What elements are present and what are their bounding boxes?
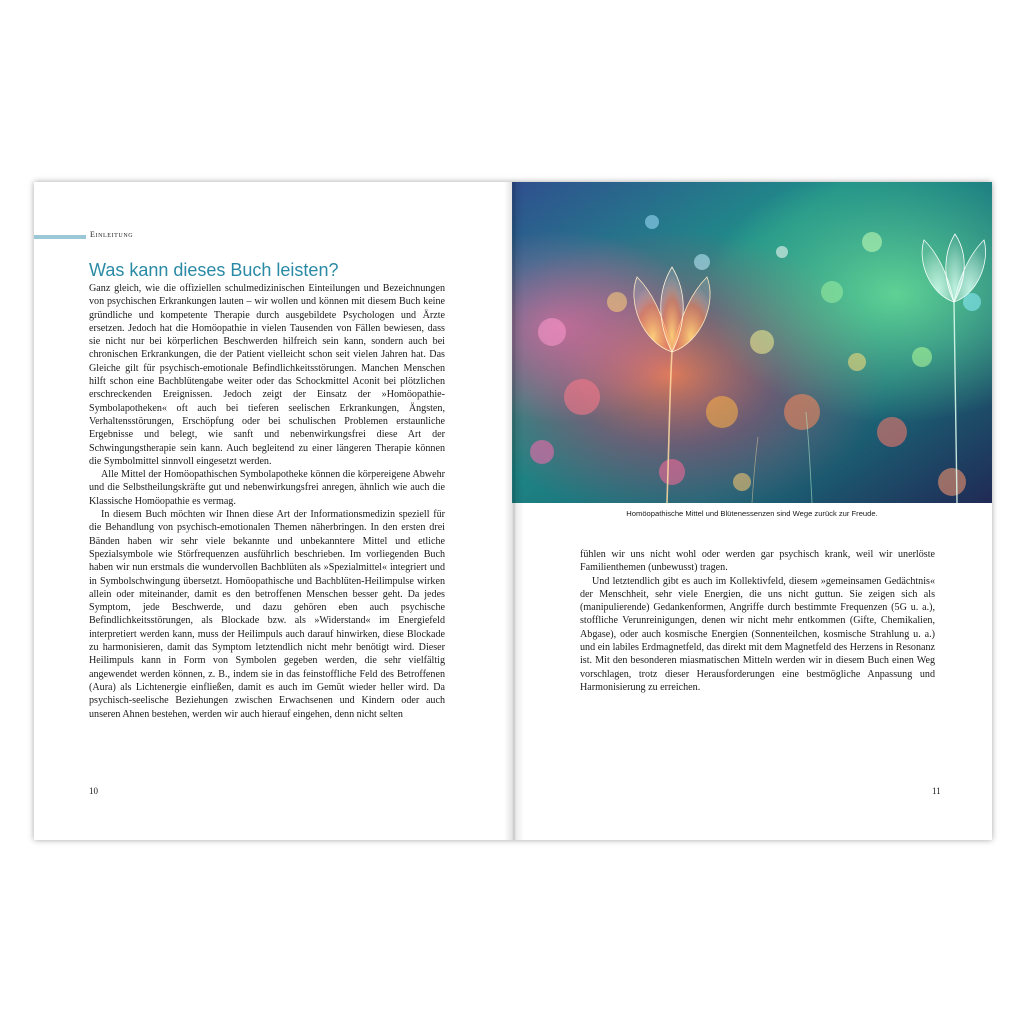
paragraph: Und letztendlich gibt es auch im Kollektivfeld, diesem »gemeinsamen Gedächtnis« der Menschheit, sehr viele Energien, die uns nicht guttun. Sie zeigen sich als (manipulierende) Gedankenformen, Angriffe durch bestimmte Frequenzen (5G u. a.), stoffliche Verunreinigungen, denen wir nicht mehr entkommen (Gifte, Chemikalien, Abgase), oder auch kosmische Energien (Sonnenteilchen, kosmische Strahlung u. a.) und ein labiles Erdmagnetfeld, das direkt mit dem Magnetfeld des Herzens in Resonanz ist. Mit den besonderen miasmatischen Mitteln werden wir in diesem Buch einen Weg vorschlagen, trotz dieser Herausforderungen eine bestmögliche Anpassung und Harmonisierung zu erreichen. [580,575,935,693]
book-spread [34,182,992,840]
image-caption: Homöopathische Mittel und Blütenessenzen sind Wege zurück zur Freude. [626,509,878,518]
right-body-text [580,548,935,694]
page-number-left: 10 [89,786,98,796]
paragraph: Alle Mittel der Homöopathischen Symbolapotheke können die körpereigene Abwehr und die Selbstheilungskräfte gut und nebenwirkungsfrei anregen, ähnlich wie auch die Klassische Homöopathie es vermag. [89,469,445,507]
flower-bokeh-image [512,182,992,503]
page-heading: Was kann dieses Buch leisten? [89,260,339,280]
left-body-text [89,282,445,721]
paragraph: In diesem Buch möchten wir Ihnen diese Art der Informationsmedizin speziell für die Behandlung von psychisch-emotionalen Themen näherbringen. In den ersten drei Bänden haben wir sehr viele bekannte und unbekanntere Mittel und etliche Spezialsymbole wie Störfrequenzen ausführlich beschrieben. Im vorliegenden Buch haben wir nun erstmals die wundervollen Bachblüten als »Spezialmittel« integriert und in Symbolschwingung übersetzt. Homöopathische und Bachblüten-Heilimpulse wirken allein oder miteinander, damit es den betroffenen Menschen besser geht. Da jedes Symptom, jede Beschwerde, und dazu gehören eben auch psychische Befindlichkeitsstörungen, als Blockade bzw. als »Widerstand« im Energiefeld interpretiert werden kann, muss der Heilimpuls auch darauf hinwirken, diese Blockade zu harmonisieren, damit das Symptom letztendlich nicht mehr benötigt wird. Dieser Heilimpuls kann in Form von Symbolen gegeben werden, die sehr vielfältig angewendet werden können, z. B., indem sie in das feinstoffliche Feld des Betroffenen (Aura) als Lichtenergie einfließen, damit es auch im Gemüt wieder heller wird. Da psychisch-seelische Beziehungen zwischen Erwachsenen und Kindern oder auch unseren Ahnen bestehen, werden wir auch hierauf eingehen, denn nicht selten [89,509,445,720]
page-number-right: 11 [932,786,941,796]
section-label: Einleitung [90,230,134,239]
paragraph: Ganz gleich, wie die offiziellen schulmedizinischen Einteilungen und Bezeichnungen von psychischen Erkrankungen lauten – wir wollen und können mit diesem Buch keine gründliche und kompetente Therapie durch ausgebildete Psychologen und Ärzte ersetzen. Jedoch hat die Homöopathie in vielen Tausenden von Fällen bewiesen, dass sie nicht nur bei körperlichen Beschwerden hilfreich sein kann, sondern auch bei chronischen Erkrankungen, die der Patient vielleicht schon seit vielen Jahren hat. Das Gleiche gilt für psychisch-emotionale Befindlichkeitsstörungen. Manchen Menschen hilft schon eine Bachblütengabe weiter oder das Schockmittel Aconit bei plötzlichen erschreckenden Ereignissen. Jedoch zeigt der Einsatz der »Homöopathie-Symbolapotheken« oft auch bei tieferen seelischen Erkrankungen, Ängsten, Verhaltensstörungen, Erschöpfung oder bei schulischen Problemen erstaunliche Ergebnisse und belegt, wie sanft und nebenwirkungsfrei diese Art der Schwingungstherapie sein kann. Auch begleitend zu einer längeren Therapie können die Symbolmittel sinnvoll eingesetzt werden. [89,283,445,467]
paragraph: fühlen wir uns nicht wohl oder werden gar psychisch krank, weil wir unerlöste Familienthemen (unbewusst) tragen. [580,549,935,574]
left-page [34,182,512,840]
flower-bokeh-photo [512,182,992,503]
book-gutter-shadow [504,182,524,840]
right-page [512,182,992,840]
section-bar [34,235,86,239]
